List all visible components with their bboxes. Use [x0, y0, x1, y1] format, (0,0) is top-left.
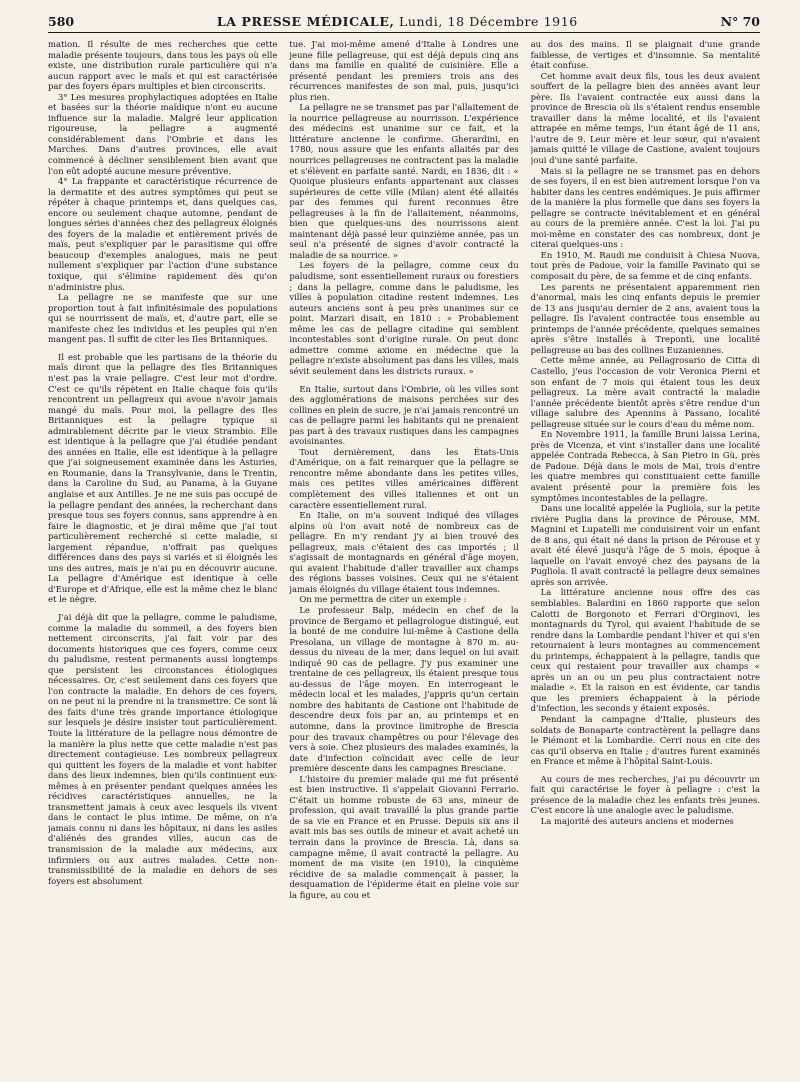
paragraph: tue. J'ai moi-même amené d'Italie à Londres une jeune fille pellagreuse, qui est déjà depuis cinq ans dans ma famille en qualité de cuisinière. Elle a présenté pendant les premiers trois ans des récurrences manifestes de son mal, puis, jusqu'ici plus rien.: [289, 39, 519, 102]
paragraph: Le professeur Balp, médecin en chef de la province de Bergamo et pellagrologue distingué, eut la bonté de me conduire lui-même à Castione della Presolana, un village de montagne à 870 m. au-dessus du niveau de la mer, dans lequel on lui avait indiqué 90 cas de pellagre. J'y pus examiner une trentaine de ces pellagreux, ils étaient presque tous au-dessus de l'âge moyen. En interrogeant le médecin local et les malades, j'appris qu'un certain nombre des habitants de Castione ont l'habitude de descendre deux fois par an, au printemps et en automne, dans la province limitrophe de Brescia pour des travaux champêtres ou pour l'élevage des vers à soie. Chez plusieurs des malades examinés, la date d'infection coïncidait avec celle de leur première descente dans les campagnes Bresciane.: [289, 604, 519, 774]
paragraph: Tout dernièrement, dans les États-Unis d'Amérique, on a fait remarquer que la pellagre se rencontre même abondante dans les petites villes, mais ces petites villes américaines diffèrent complètement des villes italiennes et ont un caractère essentiellement rural.: [289, 446, 519, 510]
column-3: [531, 39, 760, 1079]
page-number: 580: [48, 14, 75, 29]
paragraph: Mais si la pellagre ne se transmet pas en dehors de ses foyers, il en est bien autrement lorsque l'on va habiter dans les centres endémiques. Je puis affirmer de la manière la plus formelle que dans ses foyers la pellagre se contracte inévitablement et en général au cours de la première année. C'est la loi. J'ai pu moi-même en constater des cas nombreux, dont je citerai quelques-uns :: [530, 165, 760, 250]
paragraph: Il est probable que les partisans de la théorie du maïs diront que la pellagre des Iles Britanniques n'est pas la vraie pellagre. C'est leur mot d'ordre. C'est ce qu'ils répètent en Italie chaque fois qu'ils rencontrent un pellagreux qui avoue n'avoir jamais mangé du maïs. Pour moi, la pellagre des Iles Britanniques est la pellagre typique si admirablement décrite par le vieux Strambio. Elle est identique à la pellagre que j'ai étudiée pendant des années en Italie, elle est identique à la pellagre que j'ai soigneusement examinée dans les Asturies, en Roumanie, dans la Transylvanie, dans le Trentin, dans la Caroline du Sud, au Panama, à la Guyane anglaise et aux Antilles. Je ne me suis pas occupé de la pellagre pendant des années, la recherchant dans presque tous ses foyers connus, sans apprendre à en faire le diagnostic, et je dirai même que j'ai tout particulièrement recherché si cette maladie, si largement répandue, n'offrait pas quelques différences dans des pays si variés et si éloignés les uns des autres, mais je n'ai pu en découvrir aucune. La pellagre d'Amérique est identique à celle d'Europe et d'Afrique, elle est la même chez le blanc et le nègre.: [48, 351, 278, 605]
paragraph: En Novembre 1911, la famille Bruni laissa Lerina, près de Vicenza, et vint s'installer dans une localité appelée Contrada Rebecca, à San Pietro in Gù, près de Padoue. Déjà dans le mois de Mai, trois d'entre les quatre membres qui constituaient cette famille avaient présenté pour la première fois les symptômes incontestables de la pellagre.: [530, 429, 760, 503]
paragraph: Cet homme avait deux fils, tous les deux avaient souffert de la pellagre bien des années avant leur père. Ils l'avaient contractée eux aussi dans la province de Brescia où ils s'étaient rendus ensemble travailler dans la même localité, et ils l'avaient attrapée en même temps, l'un étant âgé de 11 ans, l'autre de 9. Leur mère et leur sœur, qui n'avaient jamais quitté le village de Castione, avaient toujours joui d'une santé parfaite.: [530, 70, 760, 166]
paragraph: En 1910, M. Raudi me conduisit à Chiesa Nuova, tout près de Padoue, voir la famille Pavinato qui se composait du père, de sa femme et de cinq enfants.: [530, 249, 760, 282]
journal-title: [217, 14, 578, 29]
paragraph: La majorité des auteurs anciens et modernes: [540, 815, 734, 826]
paragraph: Les foyers de la pellagre, comme ceux du paludisme, sont essentiellement ruraux ou forestiers ; dans la pellagre, comme dans le paludisme, les villes à population citadine restent indemnes. Les auteurs anciens sont à peu près unanimes sur ce point. Marzari disait, en 1810 : « Probablement même les cas de pellagre citadine qui semblent incontestables sont d'origine rurale. On peut donc admettre comme axiome en médecine que la pellagre n'existe absolument pas dans les villes, mais sévit seulement dans les districts ruraux. »: [289, 260, 519, 376]
journal-name: LA PRESSE MÉDICALE,: [216, 14, 395, 29]
paragraph: On me permettra de citer un exemple :: [299, 594, 467, 605]
paragraph: Dans une localité appelée la Pugliola, sur la petite rivière Puglia dans la province de Pérouse, MM. Magnini et Lupatelli me conduisirent voir un enfant de 8 ans, qui était né dans la prison de Pérouse et y avait été élevé jusqu'à l'âge de 5 mois, époque à laquelle on l'avait envoyé chez des paysans de la Pugliola. Il avait contracté la pellagre deux semaines après son arrivée.: [530, 503, 760, 587]
paragraph: 3° Les mesures prophylactiques adoptées en Italie et basées sur la théorie maïdique n'ont eu aucune influence sur la maladie. Malgré leur application rigoureuse, la pellagre a augmenté considérablement dans l'Ombrie et dans les Marches. Dans d'autres provinces, elle avait commencé à décliner sensiblement bien avant que l'on eût adopté aucune mesure préventive.: [48, 91, 278, 176]
paragraph: L'histoire du premier malade qui me fut présenté est bien instructive. Il s'appelait Giovanni Ferrario. C'était un homme robuste de 63 ans, mineur de profession, qui avait travaillé la plus grande partie de sa vie en France et en Prusse. Depuis six ans il avait mis bas ses outils de mineur et avait acheté un terrain dans la province de Brescia. Là, dans sa campagne même, il avait contracté la pellagre. Au moment de ma visite (en 1910), la cinquième récidive de sa maladie commençait à passer, la desquamation de l'épiderme était en pleine voie sur la figure, au cou et: [289, 773, 519, 900]
paragraph: au dos des mains. Il se plaignait d'une grande faiblesse, de vertiges et d'insomnie. Sa mentalité était confuse.: [530, 39, 760, 71]
paragraph: Cette même année, au Pellagrosario de Citta di Castello, j'eus l'occasion de voir Veronica Pierni et son enfant de 7 mois qui étaient tous les deux pellagreux. La mère avait contracté la maladie l'année précédente bientôt après s'être rendue d'un village salubre des Apennins à Passano, localité pellagreuse située sur le cours d'eau du même nom.: [530, 355, 760, 429]
column-2: [289, 39, 518, 1079]
issue-date: Lundi, 18 Décembre 1916: [394, 14, 578, 29]
issue-number: N° 70: [720, 14, 760, 29]
paragraph: Pendant la campagne d'Italie, plusieurs des soldats de Bonaparte contractèrent la pellagre dans le Piémont et la Lombardie. Cerri nous en cite des cas qu'il observa en Italie ; d'autres furent examinés en France et même à l'hôpital Saint-Louis.: [530, 714, 760, 767]
paragraph: En Italie, on m'a souvent indiqué des villages alpins où l'on avait noté de nombreux cas de pellagre. En m'y rendant j'y ai bien trouvé des pellagreux, mais c'étaient des cas importés ; il s'agissait de montagnards en général d'âge moyen, qui avaient l'habitude d'aller travailler aux champs des régions basses voisines. Ceux qui ne s'étaient jamais éloignés du village étaient tous indemnes.: [289, 510, 519, 594]
paragraph: J'ai déjà dit que la pellagre, comme le paludisme, comme la maladie du sommeil, a des foyers bien nettement circonscrits, j'ai fait voir par des documents historiques que ces foyers, comme ceux du paludisme, restent permanents aussi longtemps que persistent les circonstances étiologiques nécessaires. Or, c'est seulement dans ces foyers que l'on contracte la maladie. En dehors de ces foyers, on ne peut ni la prendre ni la transmettre. Ce sont là des faits d'une très grande importance étiologique sur lesquels je désire insister tout particulièrement. Toute la littérature de la pellagre nous démontre de la manière la plus nette que cette maladie n'est pas directement contagieuse. Les nombreux pellagreux qui quittent les foyers de la maladie et vont habiter dans des lieux indemnes, bien qu'ils continuent eux-mêmes à en présenter pendant quelques années les récidives caractéristiques annuelles, ne la transmettent jamais à ceux avec lesquels ils vivent dans le contact le plus intime. De même, on n'a jamais connu ni dans les hôpitaux, ni dans les asiles d'aliénés des grandes villes, aucun cas de transmission de la maladie aux médecins, aux infirmiers ou aux autres malades. Cette non-transmissibilité de la maladie en dehors de ses foyers est absolument: [48, 611, 278, 886]
paragraph: La pellagre ne se transmet pas par l'allaitement de la nourrice pellagreuse au nourrisson. L'expérience des médecins est unanime sur ce fait, et la littérature ancienne le confirme. Gherardini, en 1780, nous assure que les enfants allaités par des nourrices pellagreuses ne contractent pas la maladie et s'élèvent en parfaite santé. Nardi, en 1836, dit : « Quoique plusieurs enfants appartenant aux classes supérieures de cette ville (Milan) aient été allaités par des femmes qui furent reconnues être pellagreuses à la fin de l'allaitement, néanmoins, bien que quelques-uns des nourrissons aient maintenant déjà passé leur quinzième année, pas un seul n'a présenté de signes d'avoir contracté la maladie de sa nourrice. »: [289, 102, 519, 260]
page-header: [48, 14, 760, 33]
paragraph: La pellagre ne se manifeste que sur une proportion tout à fait infinitésimale des populations qui se nourrissent de maïs, et, d'autre part, elle se manifeste chez les individus et les peuples qui n'en mangent pas. Il suffit de citer les Iles Britanniques.: [48, 292, 278, 345]
paragraph: En Italie, surtout dans l'Ombrie, où les villes sont des agglomérations de maisons perchées sur des collines en plein de sucre, je n'ai jamais rencontré un cas de pellagre parmi les habitants qui ne prenaient pas part à des travaux rustiques dans les campagnes avoisinantes.: [289, 383, 519, 447]
column-1: [48, 39, 277, 1079]
paragraph: Les parents ne présentaient apparemment rien d'anormal, mais les cinq enfants depuis le premier de 13 ans jusqu'au dernier de 2 ans, avaient tous la pellagre. Ils l'avaient contractée tous ensemble au printemps de l'année précédente, quelques semaines après s'être installés à Trepontì, une localité pellagreuse au bas des collines Euzaniennes.: [530, 281, 760, 355]
paragraph: 4° La frappante et caractéristique récurrence de la dermatite et des autres symptômes qui peut se répéter à chaque printemps et, dans quelques cas, encore ou seulement chaque automne, pendant de longues séries d'années chez des pellagreux éloignés des foyers de la maladie et entièrement privés de maïs, peut s'expliquer par le parasitisme qui offre beaucoup d'exemples analogues, mais ne peut nullement s'expliquer par l'action d'une substance toxique, qui s'élimine rapidement dès qu'on n'administre plus.: [48, 176, 278, 292]
article-columns: [48, 39, 760, 1079]
paragraph: mation. Il résulte de mes recherches que cette maladie présente toujours, dans tous les pays où elle existe, une distribution rurale particulière qui n'a aucun rapport avec le maïs et qui est caractérisée par des foyers épars multiples et bien circonscrits.: [48, 39, 278, 92]
paragraph: La littérature ancienne nous offre des cas semblables. Balardini en 1860 rapporte que selon Calotti de Borgonoto et Ferrari d'Orginovi, les montagnards du Tyrol, qui avaient l'habitude de se rendre dans la Lombardie pendant l'hiver et qui s'en retournaient à leurs montagnes au commencement du printemps, échappaient à la pellagre, tandis que ceux qui restaient pour travailler aux champs « après un an ou un peu plus contractaient notre maladie ». Et la raison en est évidente, car tandis que les premiers échappaient à la période d'infection, les seconds y étaient exposés.: [530, 587, 760, 714]
paragraph: Au cours de mes recherches, j'ai pu découvrir un fait qui caractérise le foyer à pellagre : c'est la présence de la maladie chez les enfants très jeunes. C'est encore là une analogie avec le paludisme.: [530, 773, 760, 816]
